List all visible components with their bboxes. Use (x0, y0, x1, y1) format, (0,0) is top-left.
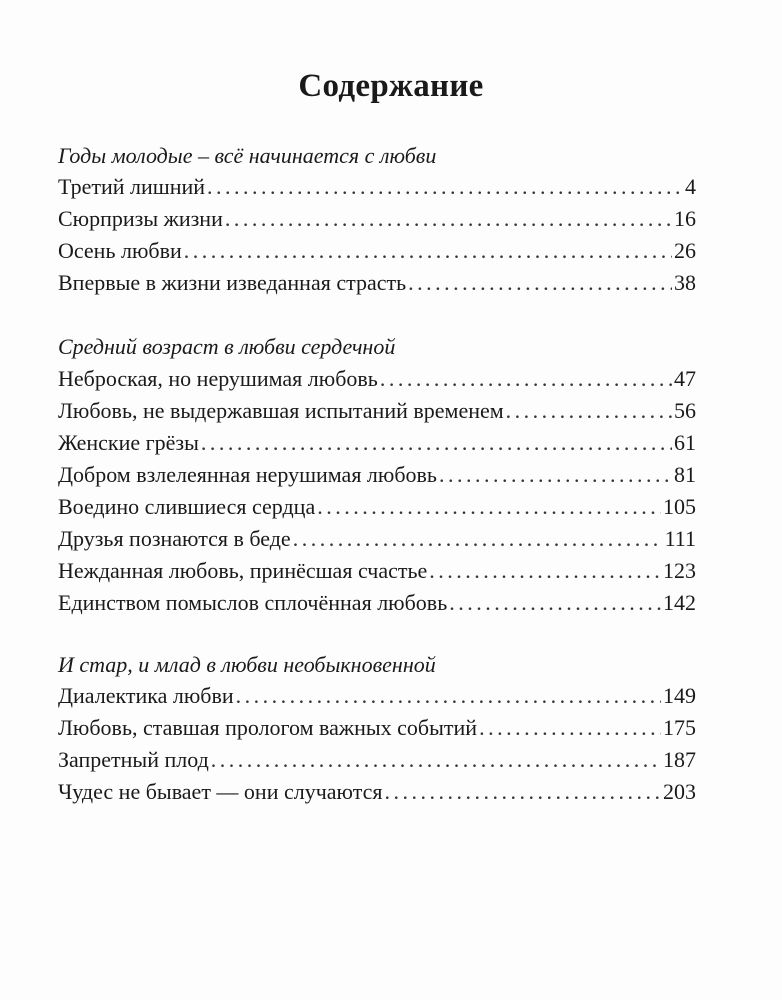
entry-title: Добром взлелеянная нерушимая любовь (58, 462, 437, 487)
leader-dots (506, 398, 672, 424)
entry-title: Женские грёзы (58, 430, 199, 455)
leader-dots (236, 683, 661, 709)
entry-page: 149 (663, 683, 696, 708)
entry-title: Друзья познаются в беде (58, 526, 291, 551)
entry-page: 111 (664, 526, 696, 551)
entry-page: 4 (685, 174, 696, 199)
section-title: Годы молодые – всё начинается с любви (58, 143, 437, 168)
entry-title: Любовь, не выдержавшая испытаний временем (58, 398, 504, 423)
entry-page: 47 (674, 366, 696, 391)
entry-title: Чудес не бывает — они случаются (58, 779, 383, 804)
leader-dots (429, 558, 661, 584)
toc-entry[interactable] (58, 270, 696, 300)
leader-dots (201, 430, 672, 456)
toc-entry[interactable] (58, 590, 696, 620)
toc-entry[interactable] (58, 174, 696, 204)
entry-page: 61 (674, 430, 696, 455)
leader-dots (207, 174, 683, 200)
entry-page: 56 (674, 398, 696, 423)
leader-dots (184, 238, 672, 264)
toc-entry[interactable] (58, 494, 696, 524)
toc-entry[interactable] (58, 683, 696, 713)
leader-dots (211, 747, 661, 773)
entry-page: 142 (663, 590, 696, 615)
entry-page: 16 (674, 206, 696, 231)
entry-title: Диалектика любви (58, 683, 234, 708)
leader-dots (317, 494, 661, 520)
entry-title: Единством помыслов сплочённая любовь (58, 590, 448, 615)
entry-page: 203 (663, 779, 696, 804)
entry-title: Сюрпризы жизни (58, 206, 223, 231)
section-title: Средний возраст в любви сердечной (58, 334, 396, 359)
toc-entry[interactable] (58, 715, 696, 745)
toc-entry[interactable] (58, 558, 696, 588)
page-title: Содержание (298, 68, 484, 104)
leader-dots (225, 206, 672, 232)
toc-entry[interactable] (58, 238, 696, 268)
entry-page: 26 (674, 238, 696, 263)
leader-dots (439, 462, 672, 488)
entry-page: 123 (663, 558, 696, 583)
toc-entry[interactable] (58, 398, 696, 428)
leader-dots (380, 366, 672, 392)
entry-page: 105 (663, 494, 696, 519)
leader-dots (408, 270, 672, 296)
toc-entry[interactable] (58, 526, 696, 556)
entry-title: Третий лишний (58, 174, 206, 199)
entry-title: Запретный плод (58, 747, 209, 772)
section-title: И стар, и млад в любви необыкновенной (58, 652, 436, 677)
entry-page: 187 (663, 747, 696, 772)
leader-dots (449, 590, 661, 616)
entry-title: Любовь, ставшая прологом важных событий (58, 715, 478, 740)
toc-entry[interactable] (58, 206, 696, 236)
leader-dots (479, 715, 661, 741)
leader-dots (293, 526, 663, 552)
entry-title: Воедино слившиеся сердца (58, 494, 316, 519)
toc-entry[interactable] (58, 366, 696, 396)
entry-title: Впервые в жизни изведанная страсть (58, 270, 407, 295)
entry-page: 175 (663, 715, 696, 740)
toc-entry[interactable] (58, 430, 696, 460)
entry-title: Неброская, но нерушимая любовь (58, 366, 378, 391)
entry-page: 38 (674, 270, 696, 295)
toc-entry[interactable] (58, 779, 696, 809)
toc-entry[interactable] (58, 747, 696, 777)
entry-title: Нежданная любовь, принёсшая счастье (58, 558, 428, 583)
entry-page: 81 (674, 462, 696, 487)
leader-dots (384, 779, 661, 805)
entry-title: Осень любви (58, 238, 182, 263)
toc-entry[interactable] (58, 462, 696, 492)
